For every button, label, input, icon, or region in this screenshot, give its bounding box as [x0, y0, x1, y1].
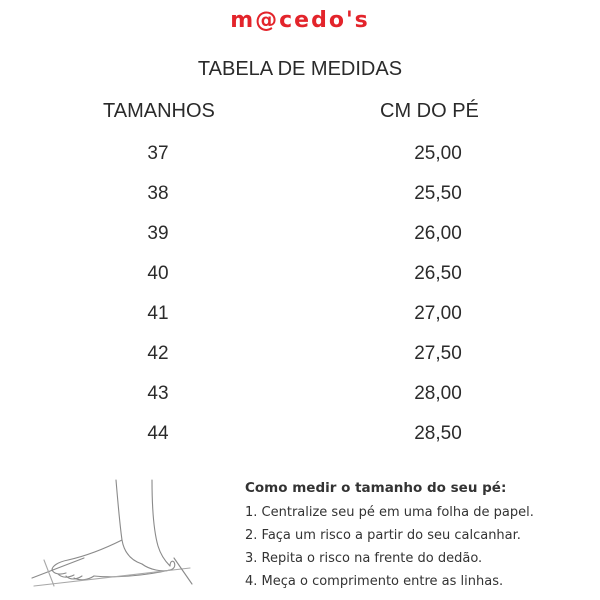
brand-logo: m@cedo's — [230, 8, 370, 33]
instruction-step: 4. Meça o comprimento entre as linhas. — [245, 574, 504, 589]
foot-measure-icon — [24, 474, 204, 594]
column-header-cm: CM DO PÉ — [380, 100, 479, 122]
size-cell: 40 — [147, 263, 169, 284]
table-row — [0, 423, 600, 449]
instruction-step: 2. Faça um risco a partir do seu calcanhar. — [245, 528, 521, 543]
size-cell: 44 — [147, 423, 169, 444]
size-cell: 37 — [147, 143, 169, 164]
size-cell: 42 — [147, 343, 169, 364]
instruction-step: 3. Repita o risco na frente do dedão. — [245, 551, 483, 566]
table-row — [0, 183, 600, 209]
table-row — [0, 143, 600, 169]
size-cell: 43 — [147, 383, 169, 404]
table-row — [0, 303, 600, 329]
table-row — [0, 383, 600, 409]
size-cell: 38 — [147, 183, 169, 204]
table-row — [0, 263, 600, 289]
instructions-title: Como medir o tamanho do seu pé: — [245, 480, 507, 496]
cm-cell: 28,00 — [414, 383, 462, 404]
instruction-step: 1. Centralize seu pé em uma folha de papel. — [245, 505, 534, 520]
cm-cell: 26,00 — [414, 223, 462, 244]
cm-cell: 27,50 — [414, 343, 462, 364]
table-row — [0, 343, 600, 369]
size-cell: 39 — [147, 223, 169, 244]
instructions — [245, 480, 595, 593]
cm-cell: 25,50 — [414, 183, 462, 204]
cm-cell: 27,00 — [414, 303, 462, 324]
column-header-size: TAMANHOS — [103, 100, 215, 122]
cm-cell: 28,50 — [414, 423, 462, 444]
cm-cell: 26,50 — [414, 263, 462, 284]
table-row — [0, 223, 600, 249]
page-title: TABELA DE MEDIDAS — [197, 58, 403, 80]
size-cell: 41 — [147, 303, 169, 324]
cm-cell: 25,00 — [414, 143, 462, 164]
